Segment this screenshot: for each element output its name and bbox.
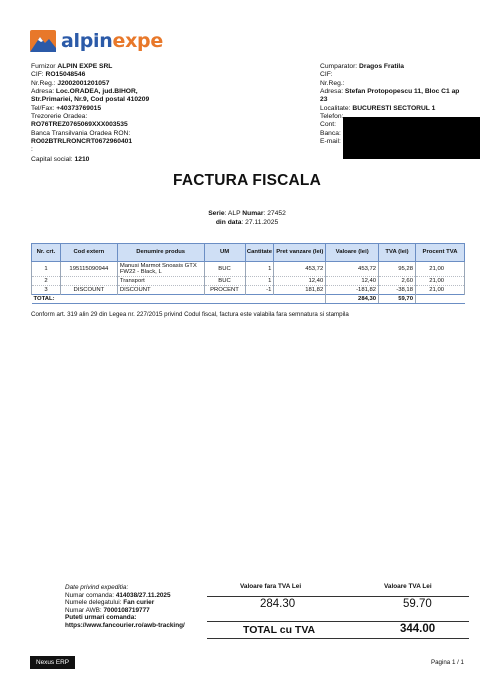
total-label: TOTAL: (32, 295, 326, 304)
column-header: UM (204, 244, 245, 262)
table-cell: Transport (117, 277, 204, 286)
table-cell: 1 (245, 277, 274, 286)
summary-header-vat: Valoare TVA Lei (384, 583, 432, 590)
table-cell (415, 295, 464, 304)
divider (207, 621, 469, 622)
summary-vat-value: 59.70 (403, 598, 432, 610)
label: Localitate: (320, 104, 351, 112)
supplier-capital: 1210 (74, 155, 90, 163)
legal-note: Conform art. 319 alin 29 din Legea nr. 227/2015 privind Codul fiscal, factura este valabila fara semnatura si stampila (31, 311, 349, 318)
table-cell: 453,72 (326, 262, 379, 277)
column-header: Procent TVA (415, 244, 464, 262)
table-cell: 1 (245, 262, 274, 277)
table-cell: DISCOUNT (117, 286, 204, 295)
order-number: 414038/27.11.2025 (115, 591, 171, 599)
table-row (32, 286, 465, 295)
supplier-address: Loc.ORADEA, jud.BIHOR, (55, 88, 138, 96)
invoice-series-block (0, 210, 494, 227)
label: Cumparator: (320, 63, 358, 70)
label: Adresa: (31, 88, 55, 96)
table-cell: BUC (204, 277, 245, 286)
erp-badge: Nexus ERP (30, 656, 75, 669)
label: Numar (242, 210, 264, 217)
label: Adresa: (320, 88, 344, 96)
label: din data (215, 218, 242, 226)
table-cell: 181,82 (274, 286, 326, 295)
shipping-title: Date privind expeditia: (65, 584, 129, 591)
page-number: Pagina 1 / 1 (430, 659, 464, 666)
table-cell: PROCENT (204, 286, 245, 295)
supplier-phone: +40373769015 (56, 104, 102, 112)
table-cell: 1 (32, 262, 61, 277)
label: Nr.Reg.: (320, 79, 345, 87)
label: Puteti urmari comanda: (65, 614, 137, 622)
supplier-bank-account: RO02BTRLRONCRT0672960401 (31, 138, 133, 146)
buyer-address: Stefan Protopopescu 11, Bloc C1 ap (344, 88, 460, 96)
supplier-nrreg: J2002001201057 (57, 79, 110, 87)
label: CIF: (31, 71, 44, 79)
column-header: Denumire produs (117, 244, 204, 262)
label: Tel/Fax: (31, 104, 55, 112)
label: CIF: (320, 71, 333, 79)
summary-net-value: 284.30 (260, 598, 296, 610)
tracking-link[interactable]: https://www.fancourier.ro/awb-tracking/ (65, 621, 185, 629)
table-cell: 195115090944 (60, 262, 117, 277)
label: Furnizor (31, 63, 56, 70)
label: E-mail: (320, 138, 341, 146)
table-cell: 2 (32, 277, 61, 286)
separator: : (31, 146, 33, 154)
buyer-city: BUCURESTI SECTORUL 1 (352, 104, 436, 112)
grand-total-value: 344.00 (400, 623, 436, 635)
total-value: 284,30 (326, 295, 379, 304)
label: Numar AWB: (65, 606, 102, 614)
table-row (32, 277, 465, 286)
column-header: Valoare (lei) (326, 244, 379, 262)
table-cell: -181,82 (326, 286, 379, 295)
column-header: Cantitate (245, 244, 274, 262)
company-logo (30, 30, 163, 52)
supplier-address-line2: Str.Primariei, Nr.9, Cod postal 410209 (31, 96, 150, 104)
label: Banca Transilvania Oradea RON: (31, 129, 131, 137)
awb-number: 7000108719777 (103, 606, 150, 614)
summary-header-net: Valoare fara TVA Lei (240, 583, 302, 590)
table-cell: 3 (32, 286, 61, 295)
table-cell: 2,60 (379, 277, 416, 286)
table-cell: 12,40 (274, 277, 326, 286)
label: Cont: (320, 121, 336, 129)
logo-wordmark: alpinexpe (61, 30, 163, 52)
supplier-details (31, 63, 271, 164)
table-cell: Manusi Marmot Snoasis GTX FW22 - Black, L (117, 262, 204, 277)
redacted-block (343, 117, 480, 159)
divider (207, 596, 469, 597)
table-cell: 12,40 (326, 277, 379, 286)
invoice-date: : 27.11.2025 (241, 218, 279, 226)
invoice-series: : ALP (224, 210, 241, 217)
mountain-logo-icon (30, 30, 56, 52)
label: Nr.Reg.: (31, 79, 56, 87)
supplier-treasury-account: RO76TREZ0765069XXX003535 (31, 121, 128, 129)
label: Trezorerie Oradea: (31, 113, 88, 121)
shipping-details (65, 584, 185, 630)
divider (207, 638, 469, 639)
table-cell: 21,00 (415, 277, 464, 286)
column-header: Cod extern (60, 244, 117, 262)
supplier-name: ALPIN EXPE SRL (57, 63, 113, 70)
total-tva: 59,70 (379, 295, 416, 304)
table-cell: 453,72 (274, 262, 326, 277)
table-cell: -38,18 (379, 286, 416, 295)
table-cell: 95,28 (379, 262, 416, 277)
items-table (31, 243, 465, 304)
invoice-number: : 27452 (263, 210, 286, 217)
table-cell (60, 277, 117, 286)
column-header: TVA (lei) (379, 244, 416, 262)
table-cell: 21,00 (415, 262, 464, 277)
table-cell: DISCOUNT (60, 286, 117, 295)
invoice-title: FACTURA FISCALA (173, 172, 321, 189)
label: Numele delegatului: (65, 599, 122, 607)
table-header-row (32, 244, 465, 262)
label: Telefon: (320, 113, 344, 121)
column-header: Nr. crt. (32, 244, 61, 262)
buyer-name: Dragos Fratila (359, 63, 404, 70)
label: Numar comanda: (65, 591, 115, 599)
column-header: Pret vanzare (lei) (274, 244, 326, 262)
table-total-row (32, 295, 465, 304)
label: Capital social: (31, 155, 73, 163)
table-cell: -1 (245, 286, 274, 295)
table-cell: 21,00 (415, 286, 464, 295)
table-row (32, 262, 465, 277)
grand-total-label: TOTAL cu TVA (243, 624, 316, 636)
label: Serie (208, 210, 225, 217)
supplier-cif: RO15048546 (45, 71, 86, 79)
courier-name: Fan curier (123, 599, 155, 607)
buyer-address-line2: 23 (320, 96, 328, 104)
table-cell: BUC (204, 262, 245, 277)
label: Banca: (320, 129, 341, 137)
